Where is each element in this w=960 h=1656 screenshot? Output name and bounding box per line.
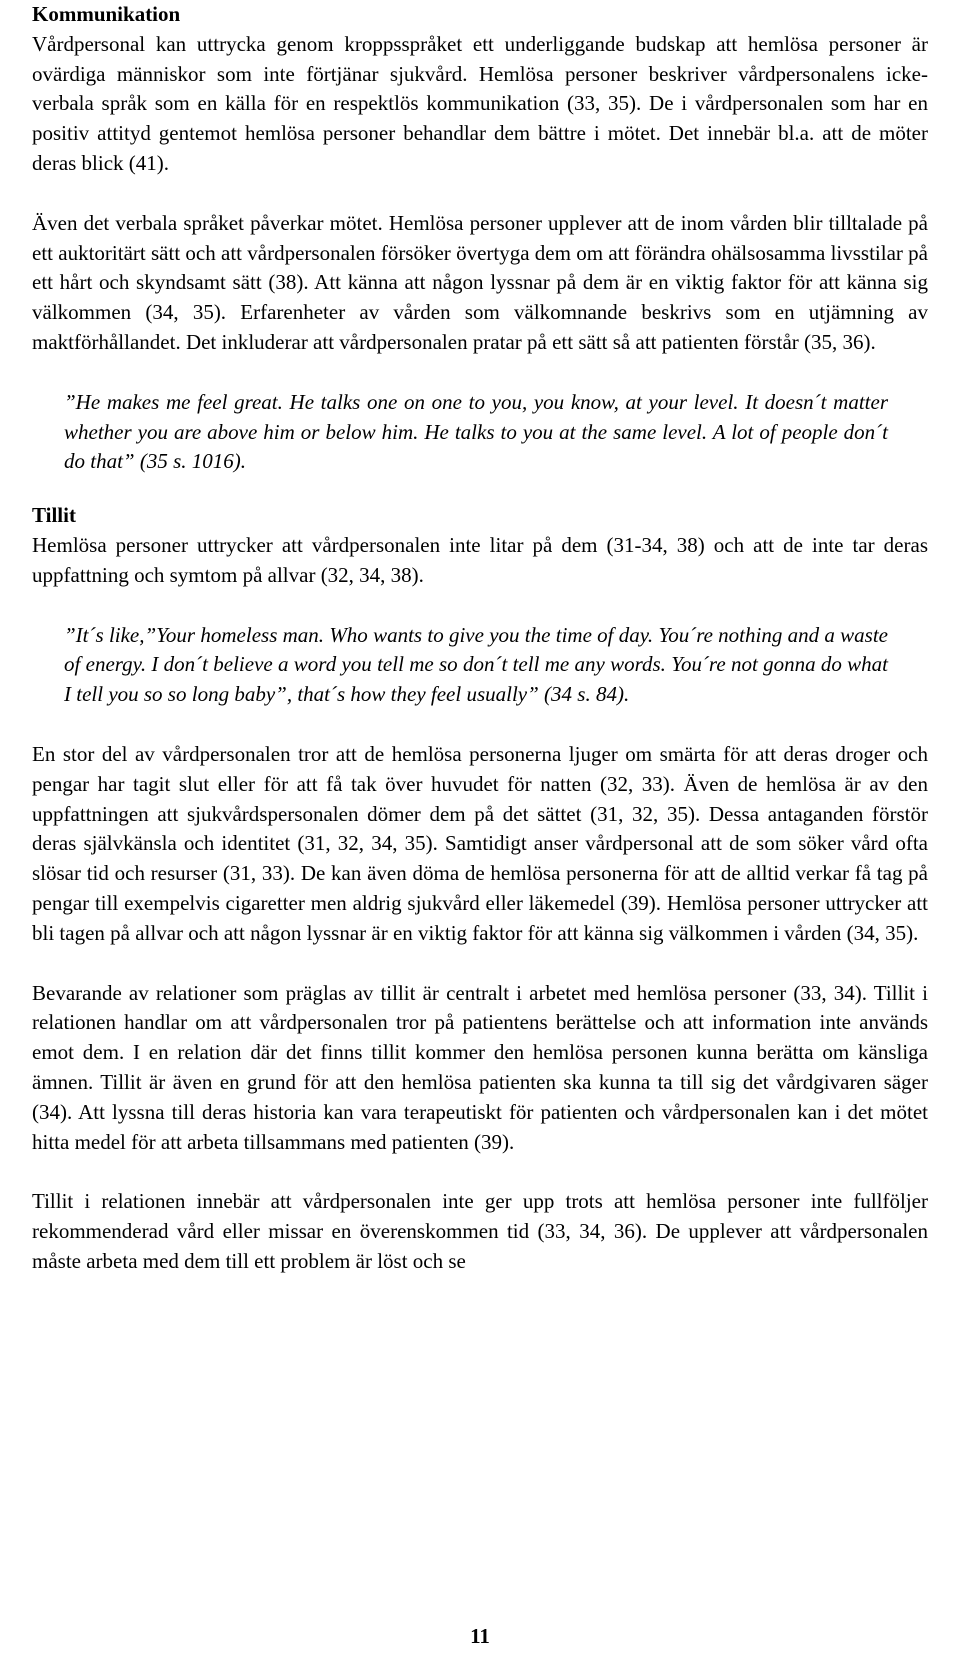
block-quote: ”He makes me feel great. He talks one on one to you, you know, at your level. It doesn´t matter whether you are above him or below him. He talks to you at the same level. A lot of people don´t do that” (35 s. 1016). [64,389,888,474]
paragraph: Tillit i relationen innebär att vårdpersonalen inte ger upp trots att hemlösa personer inte fullföljer rekommenderad vård eller missar en överenskommen tid (33, 34, 36). De upplever att vårdpersonalen måste arbeta med dem till ett problem är löst och se [32,1189,928,1273]
paragraph: Även det verbala språket påverkar mötet. Hemlösa personer upplever att de inom vården blir tilltalade på ett auktoritärt sätt och att vårdpersonalen försöker övertyga dem om att förändra ohälsosamma livsstilar på ett hårt och skyndsamt sätt (38). Att känna att någon lyssnar på dem är en viktig faktor för att känna sig välkommen (34, 35). Erfarenheter av vården som välkomnande beskrivs som en utjämning av maktförhållandet. Det inkluderar att vårdpersonalen pratar på ett sätt så att patienten förstår (35, 36). [32,210,928,354]
document-page [32,0,928,1277]
paragraph: Vårdpersonal kan uttrycka genom kroppsspråket ett underliggande budskap att hemlösa personer är ovärdiga människor som inte förtjänar sjukvård. Hemlösa personer beskriver vårdpersonalens icke-verbala språk som en källa för en respektlös kommunikation (33, 35). De i vårdpersonalen som har en positiv attityd gentemot hemlösa personer behandlar dem bättre i mötet. Det innebär bl.a. att de möter deras blick (41). [32,31,928,175]
paragraph-spacer [32,710,928,740]
paragraph-spacer [32,1157,928,1187]
block-quote: ”It´s like,”Your homeless man. Who wants to give you the time of day. You´re nothing and a waste of energy. I don´t believe a word you tell me so don´t tell me any words. You´re not gonna do what I tell you so so long baby”, that´s how they feel usually” (34 s. 84). [64,622,888,707]
paragraph: En stor del av vårdpersonalen tror att de hemlösa personerna ljuger om smärta för att deras droger och pengar har tagit slut eller för att få tak över huvudet för natten (32, 33). Även de hemlösa är av den uppfattningen att sjukvårdspersonalen dömer dem på det sättet (31, 32, 35). Dessa antaganden förstör deras självkänsla och identitet (31, 32, 34, 35). Samtidigt anser vårdpersonal att de som söker vård ofta slösar tid och resurser (31, 33). De kan även döma de hemlösa personerna för att de alltid verkar få tag på pengar till exempelvis cigaretter men aldrig sjukvård eller läkemedel (39). Hemlösa personer uttrycker att bli tagen på allvar och att någon lyssnar är en viktig faktor för att känna sig välkommen i vården (34, 35). [32,741,928,945]
section-heading-kommunikation: Kommunikation [32,2,181,26]
paragraph: Hemlösa personer uttrycker att vårdpersonalen inte litar på dem (31-34, 38) och att de inte tar deras uppfattning och symtom på allvar (32, 34, 38). [32,532,928,587]
paragraph-spacer [32,179,928,209]
paragraph-spacer [32,358,928,388]
page-number: 11 [470,1624,490,1648]
paragraph-spacer [32,477,928,501]
paragraph: Bevarande av relationer som präglas av tillit är centralt i arbetet med hemlösa personer (33, 34). Tillit i relationen handlar om att vårdpersonalen tror på patientens berättelse och att information inte används emot dem. I en relation där det finns tillit kommer den hemlösa personen kunna berätta om känsliga ämnen. Tillit är även en grund för att den hemlösa patienten ska kunna ta till sig det vårdgivaren säger (34). Att lyssna till deras historia kan vara terapeutiskt för patienten och vårdpersonalen kan i det mötet hitta medel för att arbeta tillsammans med patienten (39). [32,980,928,1154]
paragraph-spacer [32,591,928,621]
paragraph-spacer [32,949,928,979]
section-heading-tillit: Tillit [32,503,76,528]
